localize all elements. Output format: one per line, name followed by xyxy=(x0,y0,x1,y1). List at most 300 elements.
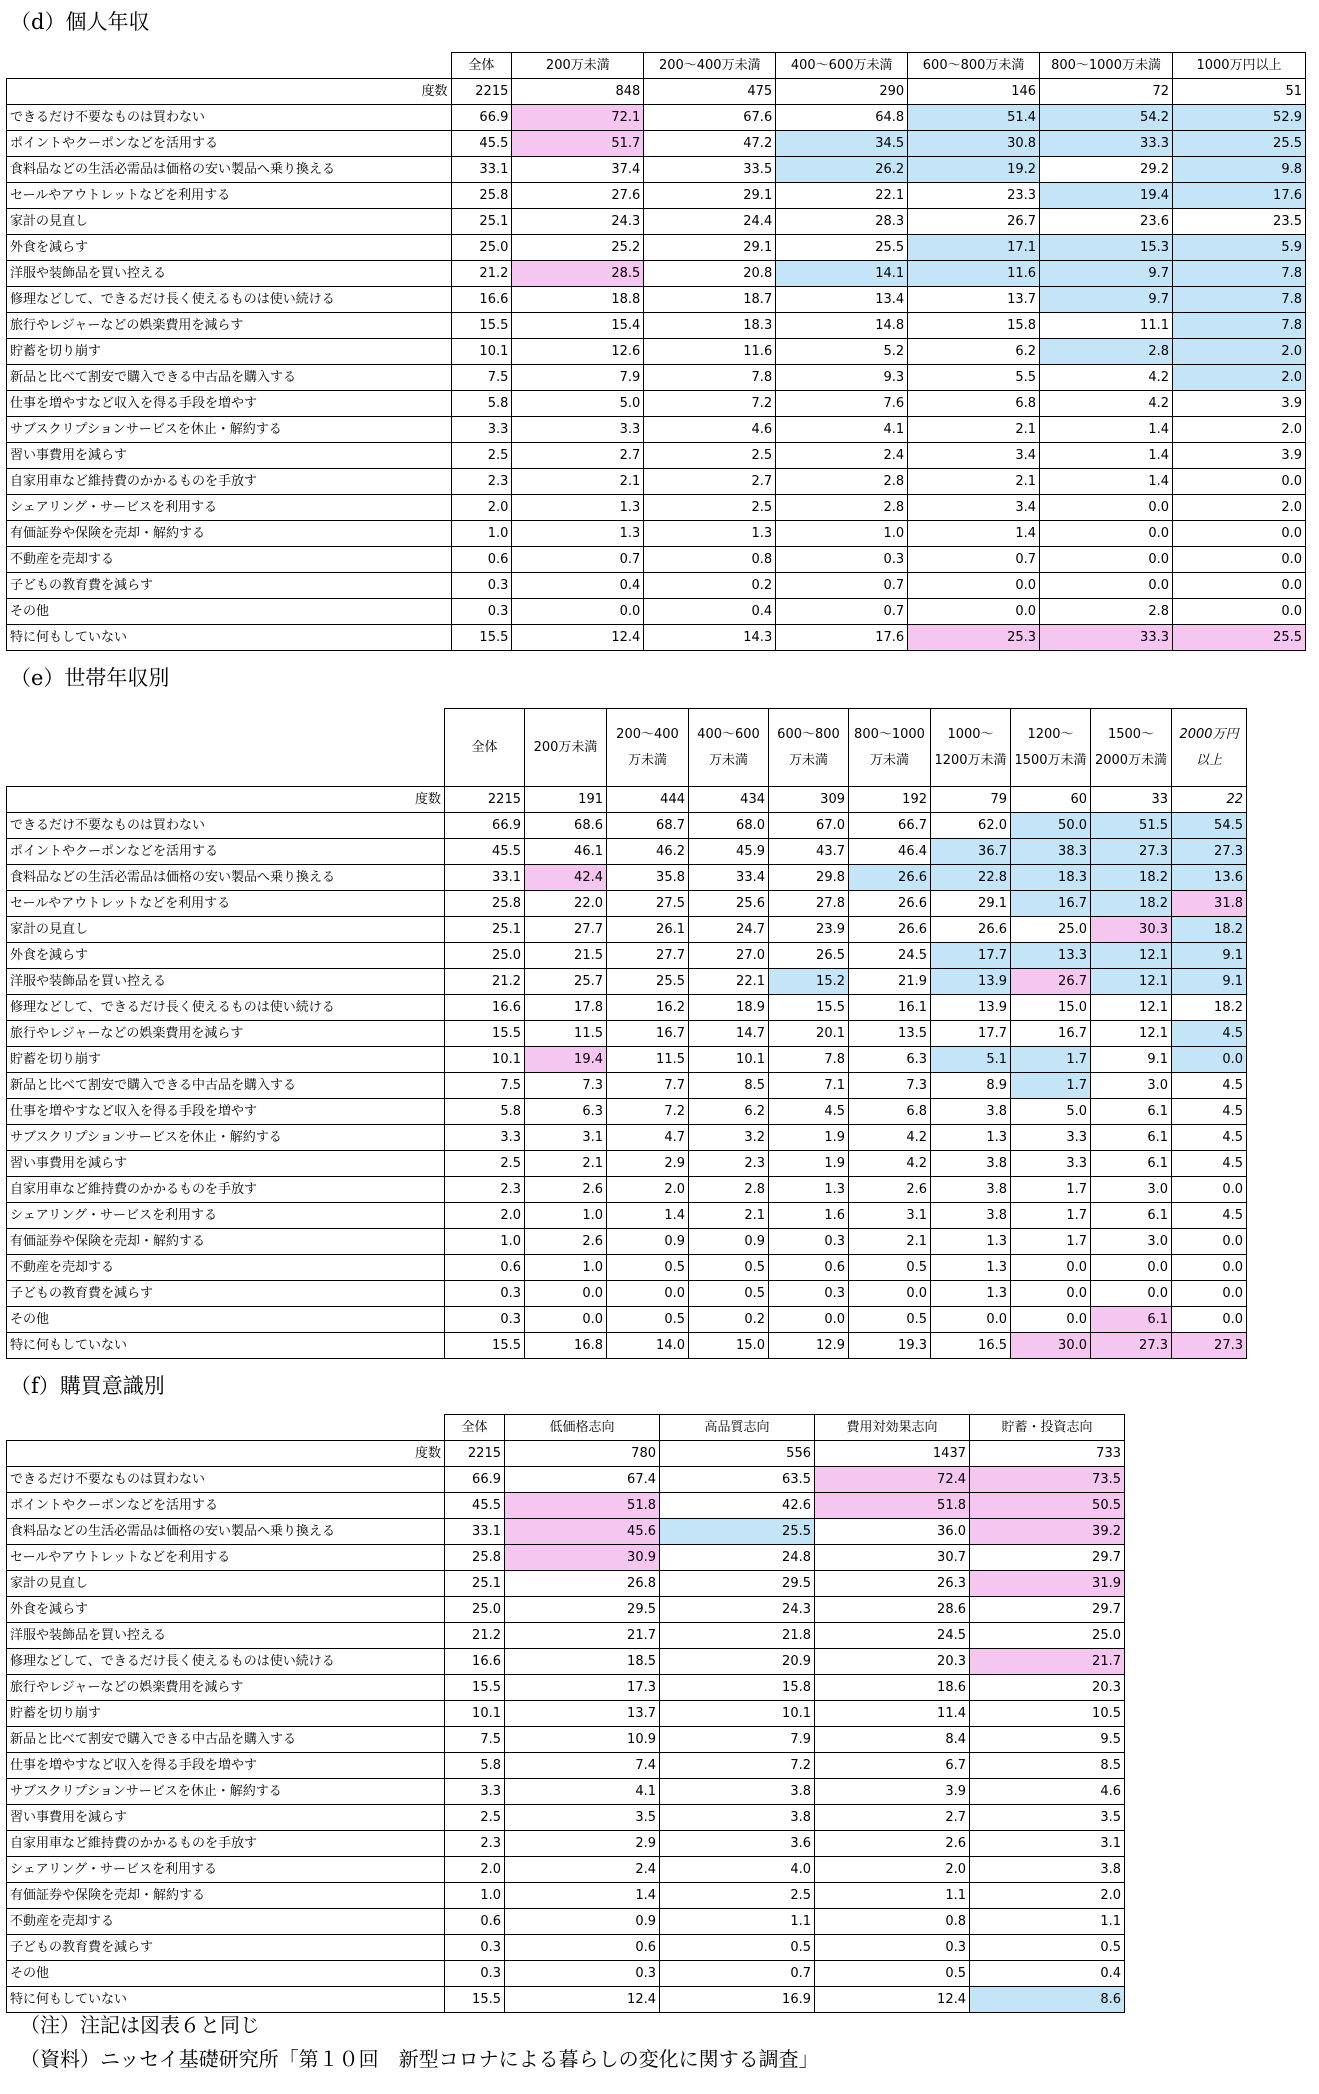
value-cell: 51.8 xyxy=(505,1493,660,1519)
value-cell: 29.7 xyxy=(970,1597,1125,1623)
value-cell: 7.2 xyxy=(644,391,776,417)
value-cell: 51.7 xyxy=(512,131,644,157)
table-row xyxy=(7,1909,1125,1935)
header-row xyxy=(7,53,1306,79)
value-cell: 18.2 xyxy=(1091,891,1172,917)
row-label: 新品と比べて割安で購入できる中古品を購入する xyxy=(7,1073,445,1099)
value-cell: 0.0 xyxy=(1011,1281,1091,1307)
value-cell: 27.5 xyxy=(607,891,689,917)
value-cell: 54.5 xyxy=(1172,813,1247,839)
value-cell: 1.7 xyxy=(1011,1229,1091,1255)
value-cell: 15.4 xyxy=(512,313,644,339)
section-title-e: （e）世帯年収別 xyxy=(10,666,170,690)
value-cell: 0.5 xyxy=(849,1255,931,1281)
value-cell: 21.7 xyxy=(505,1623,660,1649)
value-cell: 52.9 xyxy=(1173,105,1306,131)
row-label: サブスクリプションサービスを休止・解約する xyxy=(7,417,452,443)
value-cell: 0.6 xyxy=(451,547,512,573)
value-cell: 50.5 xyxy=(970,1493,1125,1519)
income-table-personal xyxy=(6,52,1306,651)
row-label: できるだけ不要なものは買わない xyxy=(7,105,452,131)
column-header: 1000～1200万未満 xyxy=(931,709,1011,787)
table-row xyxy=(7,1649,1125,1675)
value-cell: 10.1 xyxy=(445,1701,505,1727)
value-cell: 27.6 xyxy=(512,183,644,209)
value-cell: 9.1 xyxy=(1172,943,1247,969)
value-cell: 0.7 xyxy=(660,1961,815,1987)
value-cell: 2.4 xyxy=(776,443,908,469)
value-cell: 0.3 xyxy=(445,1961,505,1987)
value-cell: 12.6 xyxy=(512,339,644,365)
row-label: できるだけ不要なものは買わない xyxy=(7,813,445,839)
value-cell: 0.0 xyxy=(1040,547,1173,573)
table-row xyxy=(7,1545,1125,1571)
value-cell: 2.5 xyxy=(445,1805,505,1831)
row-label: 貯蓄を切り崩す xyxy=(7,339,452,365)
value-cell: 24.7 xyxy=(689,917,769,943)
value-cell: 2.6 xyxy=(849,1177,931,1203)
row-label: 習い事費用を減らす xyxy=(7,1151,445,1177)
value-cell: 4.2 xyxy=(849,1125,931,1151)
value-cell: 3.8 xyxy=(970,1857,1125,1883)
value-cell: 0.0 xyxy=(1173,573,1306,599)
value-cell: 26.3 xyxy=(815,1571,970,1597)
row-label: 旅行やレジャーなどの娯楽費用を減らす xyxy=(7,1675,445,1701)
value-cell: 0.0 xyxy=(1172,1229,1247,1255)
row-label: 外食を減らす xyxy=(7,943,445,969)
value-cell: 10.9 xyxy=(505,1727,660,1753)
value-cell: 24.8 xyxy=(660,1545,815,1571)
value-cell: 7.9 xyxy=(512,365,644,391)
table-row xyxy=(7,287,1306,313)
value-cell: 11.4 xyxy=(815,1701,970,1727)
value-cell: 27.8 xyxy=(769,891,849,917)
value-cell: 1.9 xyxy=(769,1125,849,1151)
value-cell: 0.3 xyxy=(445,1935,505,1961)
table-row xyxy=(7,469,1306,495)
value-cell: 25.5 xyxy=(660,1519,815,1545)
value-cell: 0.5 xyxy=(660,1935,815,1961)
table-row xyxy=(7,521,1306,547)
value-cell: 25.1 xyxy=(451,209,512,235)
value-cell: 4.7 xyxy=(607,1125,689,1151)
value-cell: 4.5 xyxy=(1172,1021,1247,1047)
value-cell: 2.0 xyxy=(445,1203,525,1229)
value-cell: 13.5 xyxy=(849,1021,931,1047)
value-cell: 3.4 xyxy=(908,443,1040,469)
value-cell: 12.4 xyxy=(512,625,644,651)
row-label: 自家用車など維持費のかかるものを手放す xyxy=(7,1831,445,1857)
value-cell: 7.7 xyxy=(607,1073,689,1099)
value-cell: 2.6 xyxy=(525,1177,607,1203)
value-cell: 0.0 xyxy=(849,1281,931,1307)
value-cell: 15.5 xyxy=(451,313,512,339)
value-cell: 16.7 xyxy=(1011,891,1091,917)
row-label: 自家用車など維持費のかかるものを手放す xyxy=(7,469,452,495)
table-row xyxy=(7,813,1247,839)
value-cell: 18.6 xyxy=(815,1675,970,1701)
table-row xyxy=(7,1493,1125,1519)
value-cell: 9.7 xyxy=(1040,261,1173,287)
row-label: 子どもの教育費を減らす xyxy=(7,573,452,599)
table-row xyxy=(7,943,1247,969)
value-cell: 9.7 xyxy=(1040,287,1173,313)
table-row xyxy=(7,995,1247,1021)
value-cell: 1.3 xyxy=(931,1281,1011,1307)
value-cell: 8.6 xyxy=(970,1987,1125,2013)
value-cell: 0.8 xyxy=(644,547,776,573)
row-label: 修理などして、できるだけ長く使えるものは使い続ける xyxy=(7,287,452,313)
value-cell: 18.3 xyxy=(644,313,776,339)
table-row xyxy=(7,1307,1247,1333)
row-label: 自家用車など維持費のかかるものを手放す xyxy=(7,1177,445,1203)
value-cell: 2.0 xyxy=(451,495,512,521)
value-cell: 1.3 xyxy=(931,1229,1011,1255)
table-row xyxy=(7,1151,1247,1177)
value-cell: 39.2 xyxy=(970,1519,1125,1545)
value-cell: 3.3 xyxy=(1011,1125,1091,1151)
table-row xyxy=(7,183,1306,209)
value-cell: 1.3 xyxy=(512,495,644,521)
row-label: 洋服や装飾品を買い控える xyxy=(7,969,445,995)
value-cell: 36.7 xyxy=(931,839,1011,865)
value-cell: 0.0 xyxy=(1172,1307,1247,1333)
header-corner xyxy=(7,1415,445,1441)
value-cell: 24.4 xyxy=(644,209,776,235)
value-cell: 16.7 xyxy=(607,1021,689,1047)
value-cell: 9.5 xyxy=(970,1727,1125,1753)
value-cell: 0.5 xyxy=(689,1255,769,1281)
value-cell: 0.5 xyxy=(849,1307,931,1333)
table-row xyxy=(7,917,1247,943)
value-cell: 1.4 xyxy=(607,1203,689,1229)
value-cell: 12.9 xyxy=(769,1333,849,1359)
value-cell: 18.2 xyxy=(1172,995,1247,1021)
value-cell: 5.5 xyxy=(908,365,1040,391)
table-row xyxy=(7,1727,1125,1753)
value-cell: 14.0 xyxy=(607,1333,689,1359)
value-cell: 0.8 xyxy=(815,1909,970,1935)
value-cell: 2.0 xyxy=(970,1883,1125,1909)
value-cell: 51.4 xyxy=(908,105,1040,131)
value-cell: 21.9 xyxy=(849,969,931,995)
row-label: 特に何もしていない xyxy=(7,1987,445,2013)
footnote-source: （資料）ニッセイ基礎研究所「第１０回 新型コロナによる暮らしの変化に関する調査」 xyxy=(20,2047,819,2071)
value-cell: 5.2 xyxy=(776,339,908,365)
value-cell: 27.3 xyxy=(1091,1333,1172,1359)
value-cell: 16.9 xyxy=(660,1987,815,2013)
value-cell: 19.4 xyxy=(525,1047,607,1073)
row-label: 習い事費用を減らす xyxy=(7,1805,445,1831)
value-cell: 12.1 xyxy=(1091,969,1172,995)
value-cell: 42.6 xyxy=(660,1493,815,1519)
value-cell: 18.5 xyxy=(505,1649,660,1675)
value-cell: 25.1 xyxy=(445,917,525,943)
value-cell: 14.7 xyxy=(689,1021,769,1047)
value-cell: 2.1 xyxy=(908,417,1040,443)
value-cell: 15.5 xyxy=(445,1333,525,1359)
value-cell: 6.1 xyxy=(1091,1099,1172,1125)
column-header: 全体 xyxy=(451,53,512,79)
count-row xyxy=(7,79,1306,105)
value-cell: 72.4 xyxy=(815,1467,970,1493)
value-cell: 3.9 xyxy=(1173,443,1306,469)
value-cell: 3.0 xyxy=(1091,1229,1172,1255)
row-label: 子どもの教育費を減らす xyxy=(7,1935,445,1961)
row-label: できるだけ不要なものは買わない xyxy=(7,1467,445,1493)
value-cell: 7.3 xyxy=(525,1073,607,1099)
value-cell: 6.7 xyxy=(815,1753,970,1779)
value-cell: 0.0 xyxy=(1040,495,1173,521)
value-cell: 67.6 xyxy=(644,105,776,131)
value-cell: 20.3 xyxy=(815,1649,970,1675)
value-cell: 6.1 xyxy=(1091,1203,1172,1229)
value-cell: 33.1 xyxy=(445,1519,505,1545)
row-label: 外食を減らす xyxy=(7,235,452,261)
value-cell: 10.5 xyxy=(970,1701,1125,1727)
table-row xyxy=(7,599,1306,625)
value-cell: 21.2 xyxy=(445,969,525,995)
value-cell: 8.5 xyxy=(970,1753,1125,1779)
value-cell: 23.6 xyxy=(1040,209,1173,235)
table-row xyxy=(7,1571,1125,1597)
table-row xyxy=(7,1073,1247,1099)
value-cell: 2.0 xyxy=(1173,365,1306,391)
row-label: 仕事を増やすなど収入を得る手段を増やす xyxy=(7,1753,445,1779)
value-cell: 25.6 xyxy=(689,891,769,917)
value-cell: 10.1 xyxy=(451,339,512,365)
value-cell: 0.7 xyxy=(512,547,644,573)
value-cell: 1.9 xyxy=(769,1151,849,1177)
value-cell: 1.7 xyxy=(1011,1073,1091,1099)
value-cell: 1.7 xyxy=(1011,1177,1091,1203)
row-label: セールやアウトレットなどを利用する xyxy=(7,183,452,209)
value-cell: 26.6 xyxy=(849,917,931,943)
value-cell: 15.3 xyxy=(1040,235,1173,261)
value-cell: 27.3 xyxy=(1172,1333,1247,1359)
value-cell: 3.1 xyxy=(849,1203,931,1229)
header-row xyxy=(7,1415,1125,1441)
column-header: 200～400万未満 xyxy=(644,53,776,79)
value-cell: 28.6 xyxy=(815,1597,970,1623)
header-corner xyxy=(7,709,445,787)
count-cell: 191 xyxy=(525,787,607,813)
value-cell: 25.0 xyxy=(445,1597,505,1623)
table-row xyxy=(7,1857,1125,1883)
value-cell: 1.3 xyxy=(931,1255,1011,1281)
value-cell: 22.1 xyxy=(776,183,908,209)
value-cell: 0.0 xyxy=(1173,599,1306,625)
value-cell: 8.5 xyxy=(689,1073,769,1099)
value-cell: 26.1 xyxy=(607,917,689,943)
value-cell: 0.7 xyxy=(776,573,908,599)
value-cell: 36.0 xyxy=(815,1519,970,1545)
value-cell: 15.8 xyxy=(908,313,1040,339)
value-cell: 62.0 xyxy=(931,813,1011,839)
table-row xyxy=(7,1125,1247,1151)
value-cell: 29.7 xyxy=(970,1545,1125,1571)
column-header: 400～600万未満 xyxy=(776,53,908,79)
value-cell: 25.1 xyxy=(445,1571,505,1597)
column-header: 2000万円以上 xyxy=(1172,709,1247,787)
value-cell: 46.2 xyxy=(607,839,689,865)
value-cell: 3.2 xyxy=(689,1125,769,1151)
row-label: セールやアウトレットなどを利用する xyxy=(7,1545,445,1571)
header-corner xyxy=(7,53,452,79)
footnote-note: （注）注記は図表６と同じ xyxy=(20,2013,260,2037)
value-cell: 3.8 xyxy=(931,1099,1011,1125)
value-cell: 34.5 xyxy=(776,131,908,157)
table-row xyxy=(7,209,1306,235)
table-row xyxy=(7,1805,1125,1831)
value-cell: 0.4 xyxy=(644,599,776,625)
value-cell: 29.2 xyxy=(1040,157,1173,183)
table-row xyxy=(7,1701,1125,1727)
value-cell: 16.7 xyxy=(1011,1021,1091,1047)
column-header: 600～800万未満 xyxy=(908,53,1040,79)
row-label: その他 xyxy=(7,599,452,625)
value-cell: 1.4 xyxy=(1040,417,1173,443)
value-cell: 0.0 xyxy=(908,573,1040,599)
value-cell: 20.9 xyxy=(660,1649,815,1675)
value-cell: 0.3 xyxy=(769,1229,849,1255)
row-label: シェアリング・サービスを利用する xyxy=(7,1203,445,1229)
value-cell: 29.5 xyxy=(505,1597,660,1623)
value-cell: 31.8 xyxy=(1172,891,1247,917)
table-row xyxy=(7,1333,1247,1359)
row-label: 貯蓄を切り崩す xyxy=(7,1701,445,1727)
value-cell: 4.5 xyxy=(1172,1203,1247,1229)
value-cell: 17.7 xyxy=(931,1021,1011,1047)
value-cell: 0.0 xyxy=(525,1281,607,1307)
value-cell: 10.1 xyxy=(445,1047,525,1073)
value-cell: 4.2 xyxy=(1040,391,1173,417)
value-cell: 17.1 xyxy=(908,235,1040,261)
value-cell: 2.7 xyxy=(512,443,644,469)
table-row xyxy=(7,235,1306,261)
value-cell: 25.5 xyxy=(776,235,908,261)
value-cell: 12.1 xyxy=(1091,943,1172,969)
value-cell: 2.7 xyxy=(815,1805,970,1831)
value-cell: 15.5 xyxy=(769,995,849,1021)
value-cell: 17.6 xyxy=(1173,183,1306,209)
table-row xyxy=(7,1675,1125,1701)
value-cell: 16.8 xyxy=(525,1333,607,1359)
column-header: 1200～1500万未満 xyxy=(1011,709,1091,787)
value-cell: 3.3 xyxy=(445,1779,505,1805)
table-row xyxy=(7,313,1306,339)
value-cell: 11.6 xyxy=(644,339,776,365)
value-cell: 29.5 xyxy=(660,1571,815,1597)
value-cell: 1.0 xyxy=(525,1255,607,1281)
value-cell: 0.0 xyxy=(908,599,1040,625)
count-cell: 79 xyxy=(931,787,1011,813)
value-cell: 37.4 xyxy=(512,157,644,183)
value-cell: 1.3 xyxy=(931,1125,1011,1151)
value-cell: 3.3 xyxy=(1011,1151,1091,1177)
value-cell: 30.7 xyxy=(815,1545,970,1571)
value-cell: 16.6 xyxy=(445,1649,505,1675)
value-cell: 24.3 xyxy=(660,1597,815,1623)
value-cell: 13.6 xyxy=(1172,865,1247,891)
count-cell: 60 xyxy=(1011,787,1091,813)
value-cell: 0.0 xyxy=(931,1307,1011,1333)
value-cell: 50.0 xyxy=(1011,813,1091,839)
value-cell: 22.8 xyxy=(931,865,1011,891)
value-cell: 73.5 xyxy=(970,1467,1125,1493)
value-cell: 2.6 xyxy=(815,1831,970,1857)
value-cell: 4.2 xyxy=(1040,365,1173,391)
table-row xyxy=(7,1935,1125,1961)
value-cell: 0.9 xyxy=(505,1909,660,1935)
value-cell: 24.5 xyxy=(849,943,931,969)
value-cell: 3.8 xyxy=(660,1805,815,1831)
value-cell: 67.0 xyxy=(769,813,849,839)
row-label: 特に何もしていない xyxy=(7,1333,445,1359)
value-cell: 0.0 xyxy=(1172,1177,1247,1203)
value-cell: 26.8 xyxy=(505,1571,660,1597)
value-cell: 2.9 xyxy=(607,1151,689,1177)
value-cell: 18.7 xyxy=(644,287,776,313)
count-cell: 475 xyxy=(644,79,776,105)
table-row xyxy=(7,839,1247,865)
value-cell: 0.0 xyxy=(1011,1255,1091,1281)
value-cell: 23.3 xyxy=(908,183,1040,209)
value-cell: 2.0 xyxy=(445,1857,505,1883)
value-cell: 12.1 xyxy=(1091,995,1172,1021)
value-cell: 4.0 xyxy=(660,1857,815,1883)
value-cell: 25.8 xyxy=(445,891,525,917)
value-cell: 3.3 xyxy=(445,1125,525,1151)
row-label: 習い事費用を減らす xyxy=(7,443,452,469)
value-cell: 0.0 xyxy=(1091,1281,1172,1307)
table-row xyxy=(7,1597,1125,1623)
value-cell: 0.5 xyxy=(970,1935,1125,1961)
value-cell: 4.5 xyxy=(1172,1099,1247,1125)
value-cell: 4.1 xyxy=(776,417,908,443)
value-cell: 11.5 xyxy=(525,1021,607,1047)
value-cell: 43.7 xyxy=(769,839,849,865)
value-cell: 17.6 xyxy=(776,625,908,651)
table-row xyxy=(7,1047,1247,1073)
value-cell: 9.3 xyxy=(776,365,908,391)
value-cell: 7.1 xyxy=(769,1073,849,1099)
value-cell: 16.6 xyxy=(445,995,525,1021)
value-cell: 2.8 xyxy=(776,495,908,521)
row-label: 仕事を増やすなど収入を得る手段を増やす xyxy=(7,391,452,417)
value-cell: 5.0 xyxy=(1011,1099,1091,1125)
value-cell: 6.8 xyxy=(908,391,1040,417)
value-cell: 3.6 xyxy=(660,1831,815,1857)
table-row xyxy=(7,1021,1247,1047)
row-label: 外食を減らす xyxy=(7,1597,445,1623)
value-cell: 14.8 xyxy=(776,313,908,339)
value-cell: 5.0 xyxy=(512,391,644,417)
value-cell: 11.5 xyxy=(607,1047,689,1073)
value-cell: 14.1 xyxy=(776,261,908,287)
value-cell: 17.7 xyxy=(931,943,1011,969)
table-row xyxy=(7,391,1306,417)
value-cell: 45.9 xyxy=(689,839,769,865)
value-cell: 2.6 xyxy=(525,1229,607,1255)
value-cell: 13.9 xyxy=(931,995,1011,1021)
row-label: 家計の見直し xyxy=(7,917,445,943)
value-cell: 13.9 xyxy=(931,969,1011,995)
value-cell: 0.2 xyxy=(689,1307,769,1333)
value-cell: 26.6 xyxy=(849,865,931,891)
table-row xyxy=(7,365,1306,391)
value-cell: 15.5 xyxy=(445,1987,505,2013)
